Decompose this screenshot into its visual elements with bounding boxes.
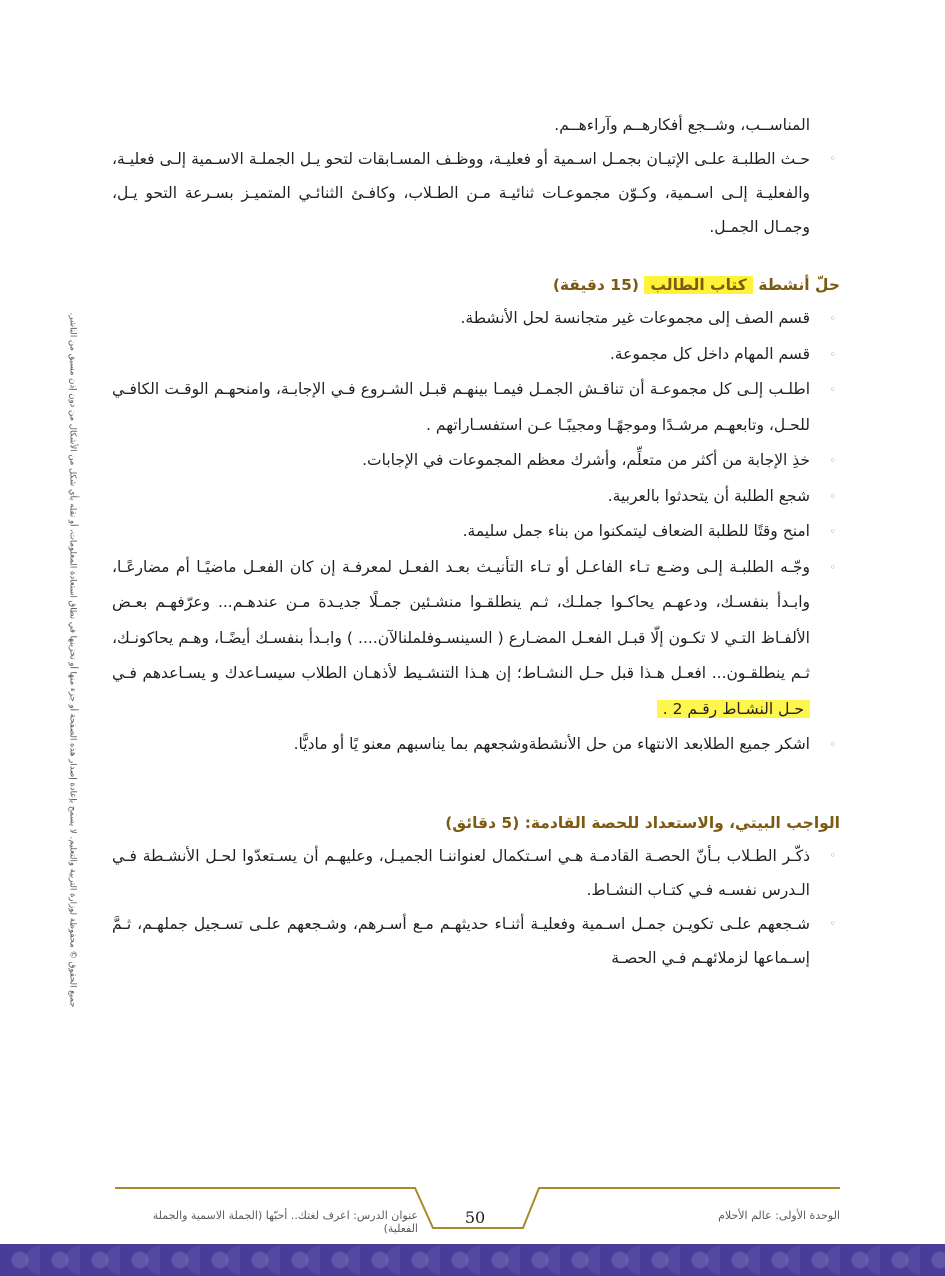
list-item-text: شـجعهم علـى تكويـن جمـل اسـمية وفعليـة أثنـاء حديثهـم مـع أسـرهم، وشـجعهم علـى تسـجيل جملهـم، ثـمَّ إسـماعها لزملائهـم فـي الحصـة bbox=[112, 914, 810, 967]
page-number: 50 bbox=[464, 1208, 486, 1227]
bullet-icon: ◦ bbox=[829, 916, 836, 930]
bullet-icon: ◦ bbox=[829, 152, 836, 165]
section-title-homework: الواجب البيتي، والاستعداد للحصة القادمة: (5 دقائق) bbox=[445, 813, 840, 832]
list-item-text: شجع الطلبة أن يتحدثوا بالعربية. bbox=[607, 486, 810, 505]
list-item bbox=[112, 372, 840, 443]
list-item-text: ذكّـر الطـلاب بـأنّ الحصـة القادمـة هـي اسـتكمال لعنواننـا الجميـل، وعليهـم أن يسـتعدّوا لحـل الأنشـطة فـي الـدرس نفسـه فـي كتـاب النشـاط. bbox=[112, 846, 810, 899]
list-item-text: قسم المهام داخل كل مجموعة. bbox=[609, 344, 810, 363]
section-title-prefix: حلّ أنشطة bbox=[758, 276, 840, 294]
homework-list bbox=[112, 839, 840, 975]
section-title-activities bbox=[112, 269, 840, 301]
intro-line: المناســب، وشــجع أفكارهــم وآراءهــم. bbox=[554, 116, 810, 134]
footer-lesson-title: عنوان الدرس: اعرف لغتك.. أحبّها (الجملة الاسمية والجملة الفعلية) bbox=[152, 1209, 418, 1235]
bullet-icon: ◦ bbox=[829, 560, 836, 574]
list-item bbox=[112, 479, 840, 515]
list-item bbox=[112, 301, 840, 337]
list-item-text: خذِ الإجابة من أكثر من متعلِّم، وأشرك معظم المجموعات في الإجابات. bbox=[362, 451, 810, 469]
bullet-icon: ◦ bbox=[829, 312, 836, 325]
lesson-content bbox=[112, 108, 840, 975]
section-title-suffix: (15 دقيقة) bbox=[552, 276, 639, 294]
list-item-text: اشكر جميع الطلابعد الانتهاء من حل الأنشطةوشجعهم بما يناسبهم معنو يًا أو ماديًّا. bbox=[293, 735, 810, 753]
decorative-band bbox=[0, 1244, 945, 1276]
list-item-text: قسم الصف إلى مجموعات غير متجانسة لحل الأنشطة. bbox=[460, 309, 810, 327]
bullet-icon: ◦ bbox=[829, 848, 836, 862]
bullet-icon: ◦ bbox=[829, 525, 836, 538]
activities-list bbox=[112, 301, 840, 763]
list-item bbox=[112, 839, 840, 907]
list-item bbox=[112, 907, 840, 975]
list-item bbox=[112, 337, 840, 373]
list-item bbox=[112, 443, 840, 479]
list-item-long bbox=[112, 550, 840, 728]
list-item-text: اطلـب إلـى كل مجموعـة أن تناقـش الجمـل فيمـا بينهـم قبـل الشـروع فـي الإجابـة، وامنحهـم الوقـت الكافـي للحـل، وتابعهـم مرشـدًا وموجهًـا ومجيبًـا عـن استفسـاراتهم . bbox=[112, 380, 810, 434]
bullet-icon: ◦ bbox=[829, 347, 836, 361]
bullet-icon: ◦ bbox=[829, 489, 836, 503]
bullet-icon: ◦ bbox=[829, 454, 836, 467]
list-item-text: امنح وقتًا للطلبة الضعاف ليتمكنوا من بناء جمل سليمة. bbox=[462, 522, 810, 540]
intro-item bbox=[112, 142, 840, 244]
bullet-icon: ◦ bbox=[829, 383, 836, 396]
list-item-text: وجّـه الطلبـة إلـى وضـع تـاء الفاعـل أو تـاء التأنيـث بعـد الفعـل لمعرفـة إن كان الفعـل ماضيًـا أم مضارعًـا، وابـدأ بنفسـك، ودعهـم يحاكـوا جملـك، ثـم ينطلقـوا منشـئين جمـلًا جديـدة مـن عندهـم... وعرّفهـم بعـض الألفـاظ التـي لا تكـون إلّا قبـل الفعـل المضـارع ( السينسـوفلملنالآن.... ) وابـدأ بنفسـك أيضًـا، وهـم يحاكونـك، ثـم ينطلقـون... افعـل هـذا قبل حـل النشـاط؛ إن هـذا التنشـيط لأذهـان الطلاب سيسـاعدك و يسـاعدهم فـي bbox=[112, 557, 810, 682]
footer-unit-title: الوحدة الأولى: عالم الأحلام bbox=[718, 1209, 840, 1222]
intro-item-text: حـث الطلبـة علـى الإتيـان بجمـل اسـمية أو فعليـة، ووظـف المسـابقات لتحو يـل الجملـة الاسـمية إلـى فعليـة، والفعليـة إلـى اسـمية، وكـوّن مجموعـات ثنائيـة مـن الطـلاب، وكافـئ الثنائـي المتميـز بسـرعة التحو يـل، وجمـال الجمـل. bbox=[112, 150, 810, 236]
copyright-note: جميع الحقوق © محفوظة لوزارة التربية والتعليم. لا يسمح بإعادة إصدار هذه الصفحة أو جزء منها أو تخزينها في نطاق استعادة المعلومات، أو نقله بأي شكل من الأشكال من دون إذن مسبق من الناشر. bbox=[67, 312, 78, 1008]
list-item bbox=[112, 727, 840, 763]
activity-highlight: حـل النشـاط رقـم 2 . bbox=[657, 700, 810, 718]
section-title-highlight: كتاب الطالب bbox=[644, 276, 752, 294]
intro-continuation bbox=[112, 108, 840, 142]
list-item bbox=[112, 514, 840, 550]
bullet-icon: ◦ bbox=[829, 738, 836, 751]
